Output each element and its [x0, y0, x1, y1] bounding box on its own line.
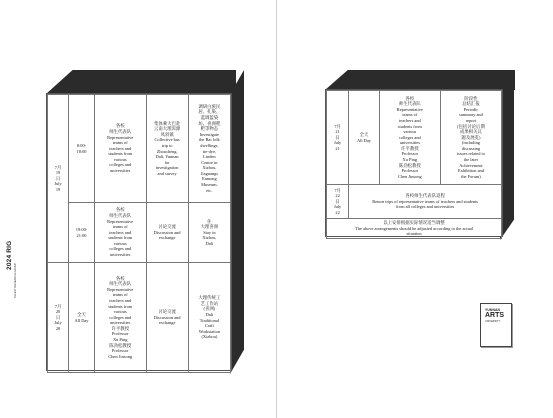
- location-cell: [188, 203, 230, 263]
- activity-text: 讨论交流 Discussion and exchange: [153, 309, 181, 326]
- location-text: 住 大理喜洲 Stay in Xizhou, Dali: [200, 218, 219, 246]
- activity-text: 集体乘大巴赴 云南大理洱源 凤羽镇 Collective bus trip to Zhoucheng, Dali, Yunnan for investigation and survey: [153, 120, 181, 176]
- right-schedule-sheet: [325, 89, 503, 237]
- left-schedule-sheet: [46, 93, 232, 371]
- left-box-side-face: [230, 70, 244, 374]
- table-row: [327, 219, 502, 239]
- date-cell: [327, 91, 349, 185]
- date-cell: [48, 95, 69, 263]
- university-book-logo: [480, 303, 512, 347]
- left-box-top-face: [46, 70, 236, 94]
- table-row: [48, 203, 231, 263]
- brand-year: 2024 RIG: [6, 240, 13, 270]
- time-text: 19:00- 21:00: [75, 226, 88, 238]
- time-text: 全天 All Day: [356, 131, 371, 143]
- footnote-text: 以上安排根据实际情况适当调整 The above arrangements should be adjusted according to the actual situation: [355, 220, 473, 237]
- participants-cell: [379, 91, 440, 185]
- activity-cell: [440, 91, 501, 185]
- book-line1: YUNNAN: [485, 308, 501, 312]
- table-row: [48, 263, 231, 373]
- activity-cell: [146, 95, 188, 203]
- location-text: 大理传统工 艺工作站 (喜洲) Dali Traditional Craft Workstation (Xizhou): [198, 295, 221, 340]
- time-cell: [69, 95, 95, 203]
- footnote-cell: [327, 219, 502, 239]
- return-trip-cell: [349, 185, 502, 219]
- activity-text: 阶段性 总结汇报 Periodic summary and report (包括讨论后期 成果相关议 题及展览) (including discussing issues related to the later Achievement Exhibition and the Forum): [456, 95, 485, 179]
- participants-text: 各校 师生代表队 Representative teams of teachers and students from various colleges and universities 许平教授 Professor Xu Ping 陈劲松教授 Professor Chen Jinsong: [396, 95, 423, 179]
- location-cell: [188, 95, 230, 203]
- date-text: 7月 21 日 July 21: [333, 123, 342, 151]
- participants-cell: [94, 203, 146, 263]
- time-text: 8:00- 18:00: [76, 142, 87, 154]
- time-cell: [349, 91, 380, 185]
- participants-text: 各校 师生代表队 Representative teams of teachers and students from various colleges and universities 许平教授 Professor Xu Ping 陈劲松教授 Professor Chen Jinsong: [107, 275, 134, 359]
- brand-mark: [6, 240, 20, 304]
- right-box-top-face: [325, 70, 515, 90]
- right-schedule-table: [326, 90, 502, 239]
- time-text: 全天 All Day: [74, 311, 89, 323]
- left-schedule-table: [47, 94, 231, 373]
- book-line3: UNIVERSITY: [485, 320, 501, 323]
- table-row: [327, 91, 502, 185]
- date-cell: [327, 185, 349, 219]
- participants-text: 各校 师生代表队 Representative teams of teachers and students from various colleges and universities: [107, 207, 134, 258]
- activity-text: 讨论交流 Discussion and exchange: [153, 224, 181, 241]
- time-cell: [69, 203, 95, 263]
- participants-cell: [94, 95, 146, 203]
- participants-cell: [94, 263, 146, 373]
- time-cell: [69, 263, 95, 373]
- table-row: [48, 95, 231, 203]
- activity-cell: [146, 263, 188, 373]
- brand-subtitle: TALENT RESEARCH GROUP: [14, 262, 17, 298]
- date-text: 7月 20 日 July 20: [54, 303, 62, 331]
- activity-cell: [146, 203, 188, 263]
- book-line2: ARTS: [485, 312, 505, 319]
- location-text: 调研白族民 居、扎染、 蓝调蓝染 坊、喜洲粑 粑等物态 Investigate the Bai folk dwellings, tie-dye, Linden Centre in Xizhou, Jiaguangs Eamong Museum, etc.: [198, 103, 221, 193]
- date-cell: [48, 263, 69, 373]
- date-text: 7月 19 日 July 19: [54, 164, 62, 192]
- return-trip-text: 各校师生代表队返程 Return trips of representative teams of teachers and students from all colleges and universities: [372, 193, 479, 210]
- date-text: 7月 22 日 July 22: [333, 187, 342, 215]
- table-row: [327, 185, 502, 219]
- participants-text: 各校 师生代表队 Representative teams of teachers and students from various colleges and universities: [107, 123, 134, 174]
- location-cell: [188, 263, 230, 373]
